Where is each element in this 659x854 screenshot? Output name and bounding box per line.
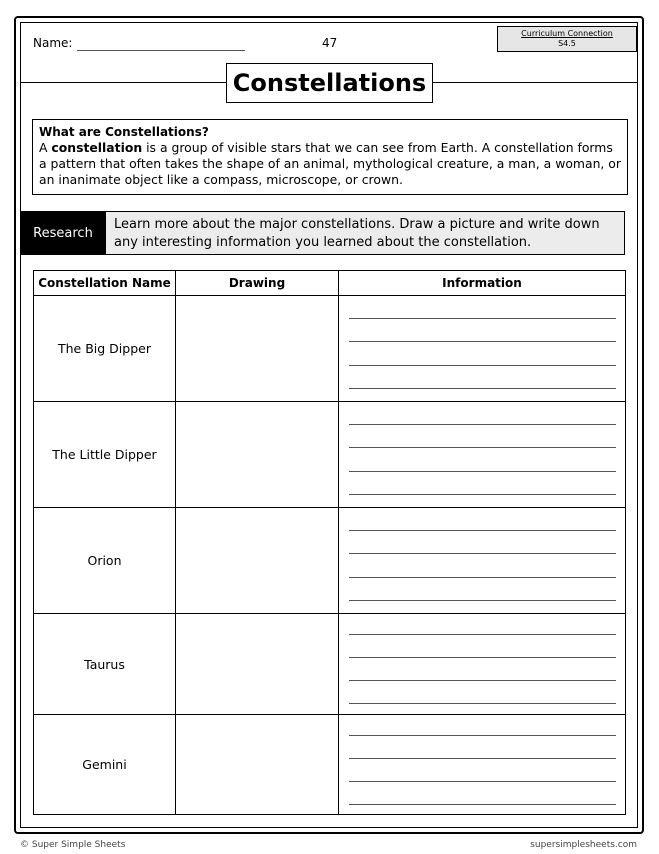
constellation-table: [33, 270, 626, 815]
name-field-line[interactable]: [77, 50, 245, 51]
information-cell[interactable]: [339, 296, 626, 402]
research-label: Research: [20, 212, 106, 254]
drawing-cell[interactable]: [176, 614, 339, 715]
research-instructions: Learn more about the major constellations. Draw a picture and write down any interesting information you learned about the constellation.: [106, 212, 625, 254]
table-row: [34, 402, 626, 508]
research-banner: [20, 211, 625, 255]
definition-heading: What are Constellations?: [39, 125, 209, 139]
table-row: [34, 715, 626, 815]
table-row: [34, 508, 626, 614]
definition-prefix: A: [39, 140, 52, 155]
drawing-cell[interactable]: [176, 715, 339, 815]
definition-text: [39, 140, 621, 188]
page-number: 47: [322, 36, 338, 50]
curriculum-connection-code: S4.5: [558, 39, 576, 48]
constellation-name: The Big Dipper: [34, 296, 176, 402]
curriculum-connection-title: Curriculum Connection: [521, 29, 613, 38]
column-header-information: Information: [339, 271, 626, 296]
column-header-name: Constellation Name: [34, 271, 176, 296]
definition-body: is a group of visible stars that we can see from Earth. A constellation forms a pattern that often takes the shape of an animal, mythological creature, a man, a woman, or an inanimate object like a compass, microscope, or crown.: [39, 140, 621, 187]
drawing-cell[interactable]: [176, 296, 339, 402]
constellation-name: Gemini: [34, 715, 176, 815]
footer-website: supersimplesheets.com: [530, 840, 637, 850]
column-header-drawing: Drawing: [176, 271, 339, 296]
constellation-name: Orion: [34, 508, 176, 614]
table-row: [34, 614, 626, 715]
footer-copyright: © Super Simple Sheets: [20, 840, 126, 850]
name-label: Name:: [33, 36, 73, 50]
information-cell[interactable]: [339, 508, 626, 614]
table-row: [34, 296, 626, 402]
constellation-name: Taurus: [34, 614, 176, 715]
curriculum-connection-box: [497, 26, 637, 52]
definition-box: [32, 119, 628, 195]
information-cell[interactable]: [339, 402, 626, 508]
drawing-cell[interactable]: [176, 508, 339, 614]
page-title: Constellations: [226, 63, 433, 103]
information-cell[interactable]: [339, 715, 626, 815]
drawing-cell[interactable]: [176, 402, 339, 508]
constellation-name: The Little Dipper: [34, 402, 176, 508]
table-header-row: [34, 271, 626, 296]
definition-keyword: constellation: [51, 140, 143, 155]
information-cell[interactable]: [339, 614, 626, 715]
